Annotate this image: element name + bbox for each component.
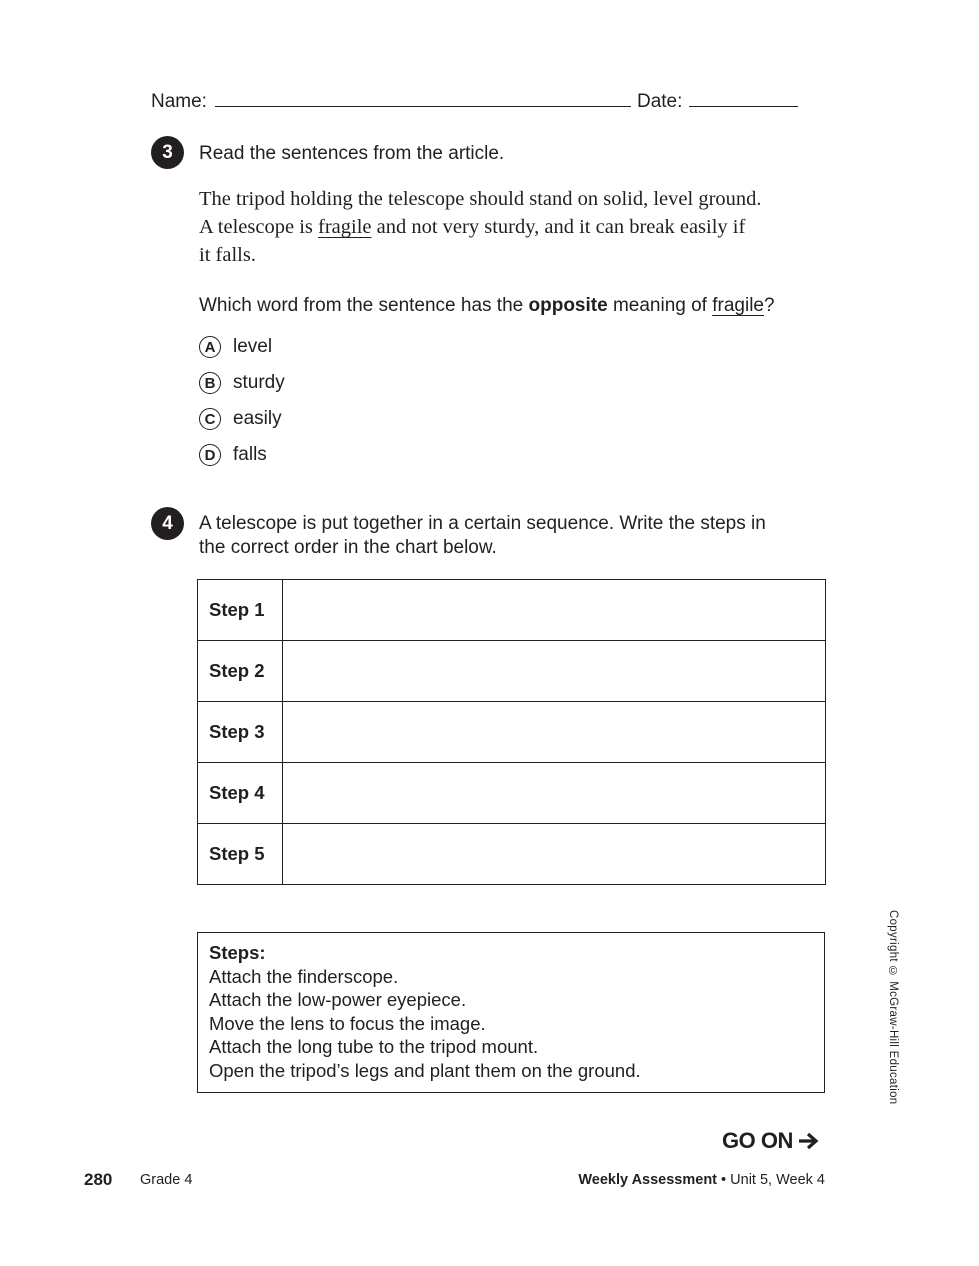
step-5-answer[interactable] (283, 824, 826, 885)
choice-text: level (233, 336, 273, 357)
emphasis-opposite: opposite (528, 295, 608, 316)
question-4-number: 4 (151, 507, 184, 540)
list-item: Attach the long tube to the tripod mount. (209, 1036, 539, 1057)
prompt-line: the correct order in the chart below. (199, 537, 497, 558)
grade-label: Grade 4 (140, 1172, 193, 1188)
step-3-answer[interactable] (283, 702, 826, 763)
choice-a[interactable] (199, 329, 285, 365)
passage-text: and not very sturdy, and it can break easily if (371, 216, 746, 238)
date-label: Date: (636, 91, 683, 112)
sequence-chart (197, 579, 826, 885)
question-text: Which word from the sentence has the (199, 295, 529, 316)
question-text: meaning of (607, 295, 713, 316)
bubble-b[interactable]: B (199, 372, 221, 394)
go-on-label: GO ON (722, 1128, 793, 1153)
question-3-question (199, 294, 839, 318)
step-label: Step 3 (198, 702, 283, 763)
list-item: Move the lens to focus the image. (209, 1012, 486, 1034)
question-4-prompt (199, 512, 839, 560)
question-3-prompt: Read the sentences from the article. (199, 143, 505, 164)
step-label: Step 1 (198, 580, 283, 641)
step-2-answer[interactable] (283, 641, 826, 702)
table-row (198, 641, 826, 702)
choice-c[interactable] (199, 401, 285, 437)
step-4-answer[interactable] (283, 763, 826, 824)
passage-line: The tripod holding the telescope should stand on solid, level ground. (199, 188, 762, 210)
steps-title: Steps: (209, 942, 266, 963)
passage-line (199, 213, 839, 241)
name-date-header (151, 88, 798, 113)
article-excerpt (199, 185, 839, 269)
list-item: Open the tripod’s legs and plant them on the ground. (209, 1059, 641, 1081)
choice-b[interactable] (199, 365, 285, 401)
step-label: Step 4 (198, 763, 283, 824)
question-3-number: 3 (151, 136, 184, 169)
choice-text: easily (233, 408, 282, 429)
bubble-c[interactable]: C (199, 408, 221, 430)
name-label: Name: (151, 91, 207, 112)
bubble-d[interactable]: D (199, 444, 221, 466)
step-label: Step 5 (198, 824, 283, 885)
copyright-notice: Copyright © McGraw-Hill Education (887, 910, 899, 1105)
question-text: ? (764, 295, 775, 316)
table-row (198, 580, 826, 641)
date-field[interactable] (689, 88, 798, 107)
unit-week: Unit 5, Week 4 (730, 1172, 825, 1188)
table-row (198, 763, 826, 824)
bubble-a[interactable]: A (199, 336, 221, 358)
table-row (198, 824, 826, 885)
arrow-right-icon (797, 1131, 821, 1151)
passage-text: A telescope is (199, 216, 318, 238)
page-number: 280 (84, 1170, 113, 1189)
go-on-indicator (722, 1128, 821, 1154)
separator: • (721, 1172, 727, 1188)
step-label: Step 2 (198, 641, 283, 702)
name-field[interactable] (215, 88, 631, 107)
underlined-word-fragile: fragile (712, 295, 764, 316)
underlined-word-fragile: fragile (318, 216, 372, 238)
step-1-answer[interactable] (283, 580, 826, 641)
prompt-line: A telescope is put together in a certain sequence. Write the steps in (199, 513, 766, 534)
table-row (198, 702, 826, 763)
passage-line: it falls. (199, 244, 256, 266)
list-item: Attach the finderscope. (209, 965, 399, 987)
assessment-label (578, 1172, 825, 1188)
list-item: Attach the low-power eyepiece. (209, 989, 467, 1010)
choice-d[interactable] (199, 437, 285, 473)
assessment-title: Weekly Assessment (578, 1172, 718, 1188)
choice-text: falls (233, 444, 267, 465)
choice-text: sturdy (233, 372, 285, 393)
answer-choices (199, 329, 285, 473)
steps-word-box (197, 932, 825, 1093)
